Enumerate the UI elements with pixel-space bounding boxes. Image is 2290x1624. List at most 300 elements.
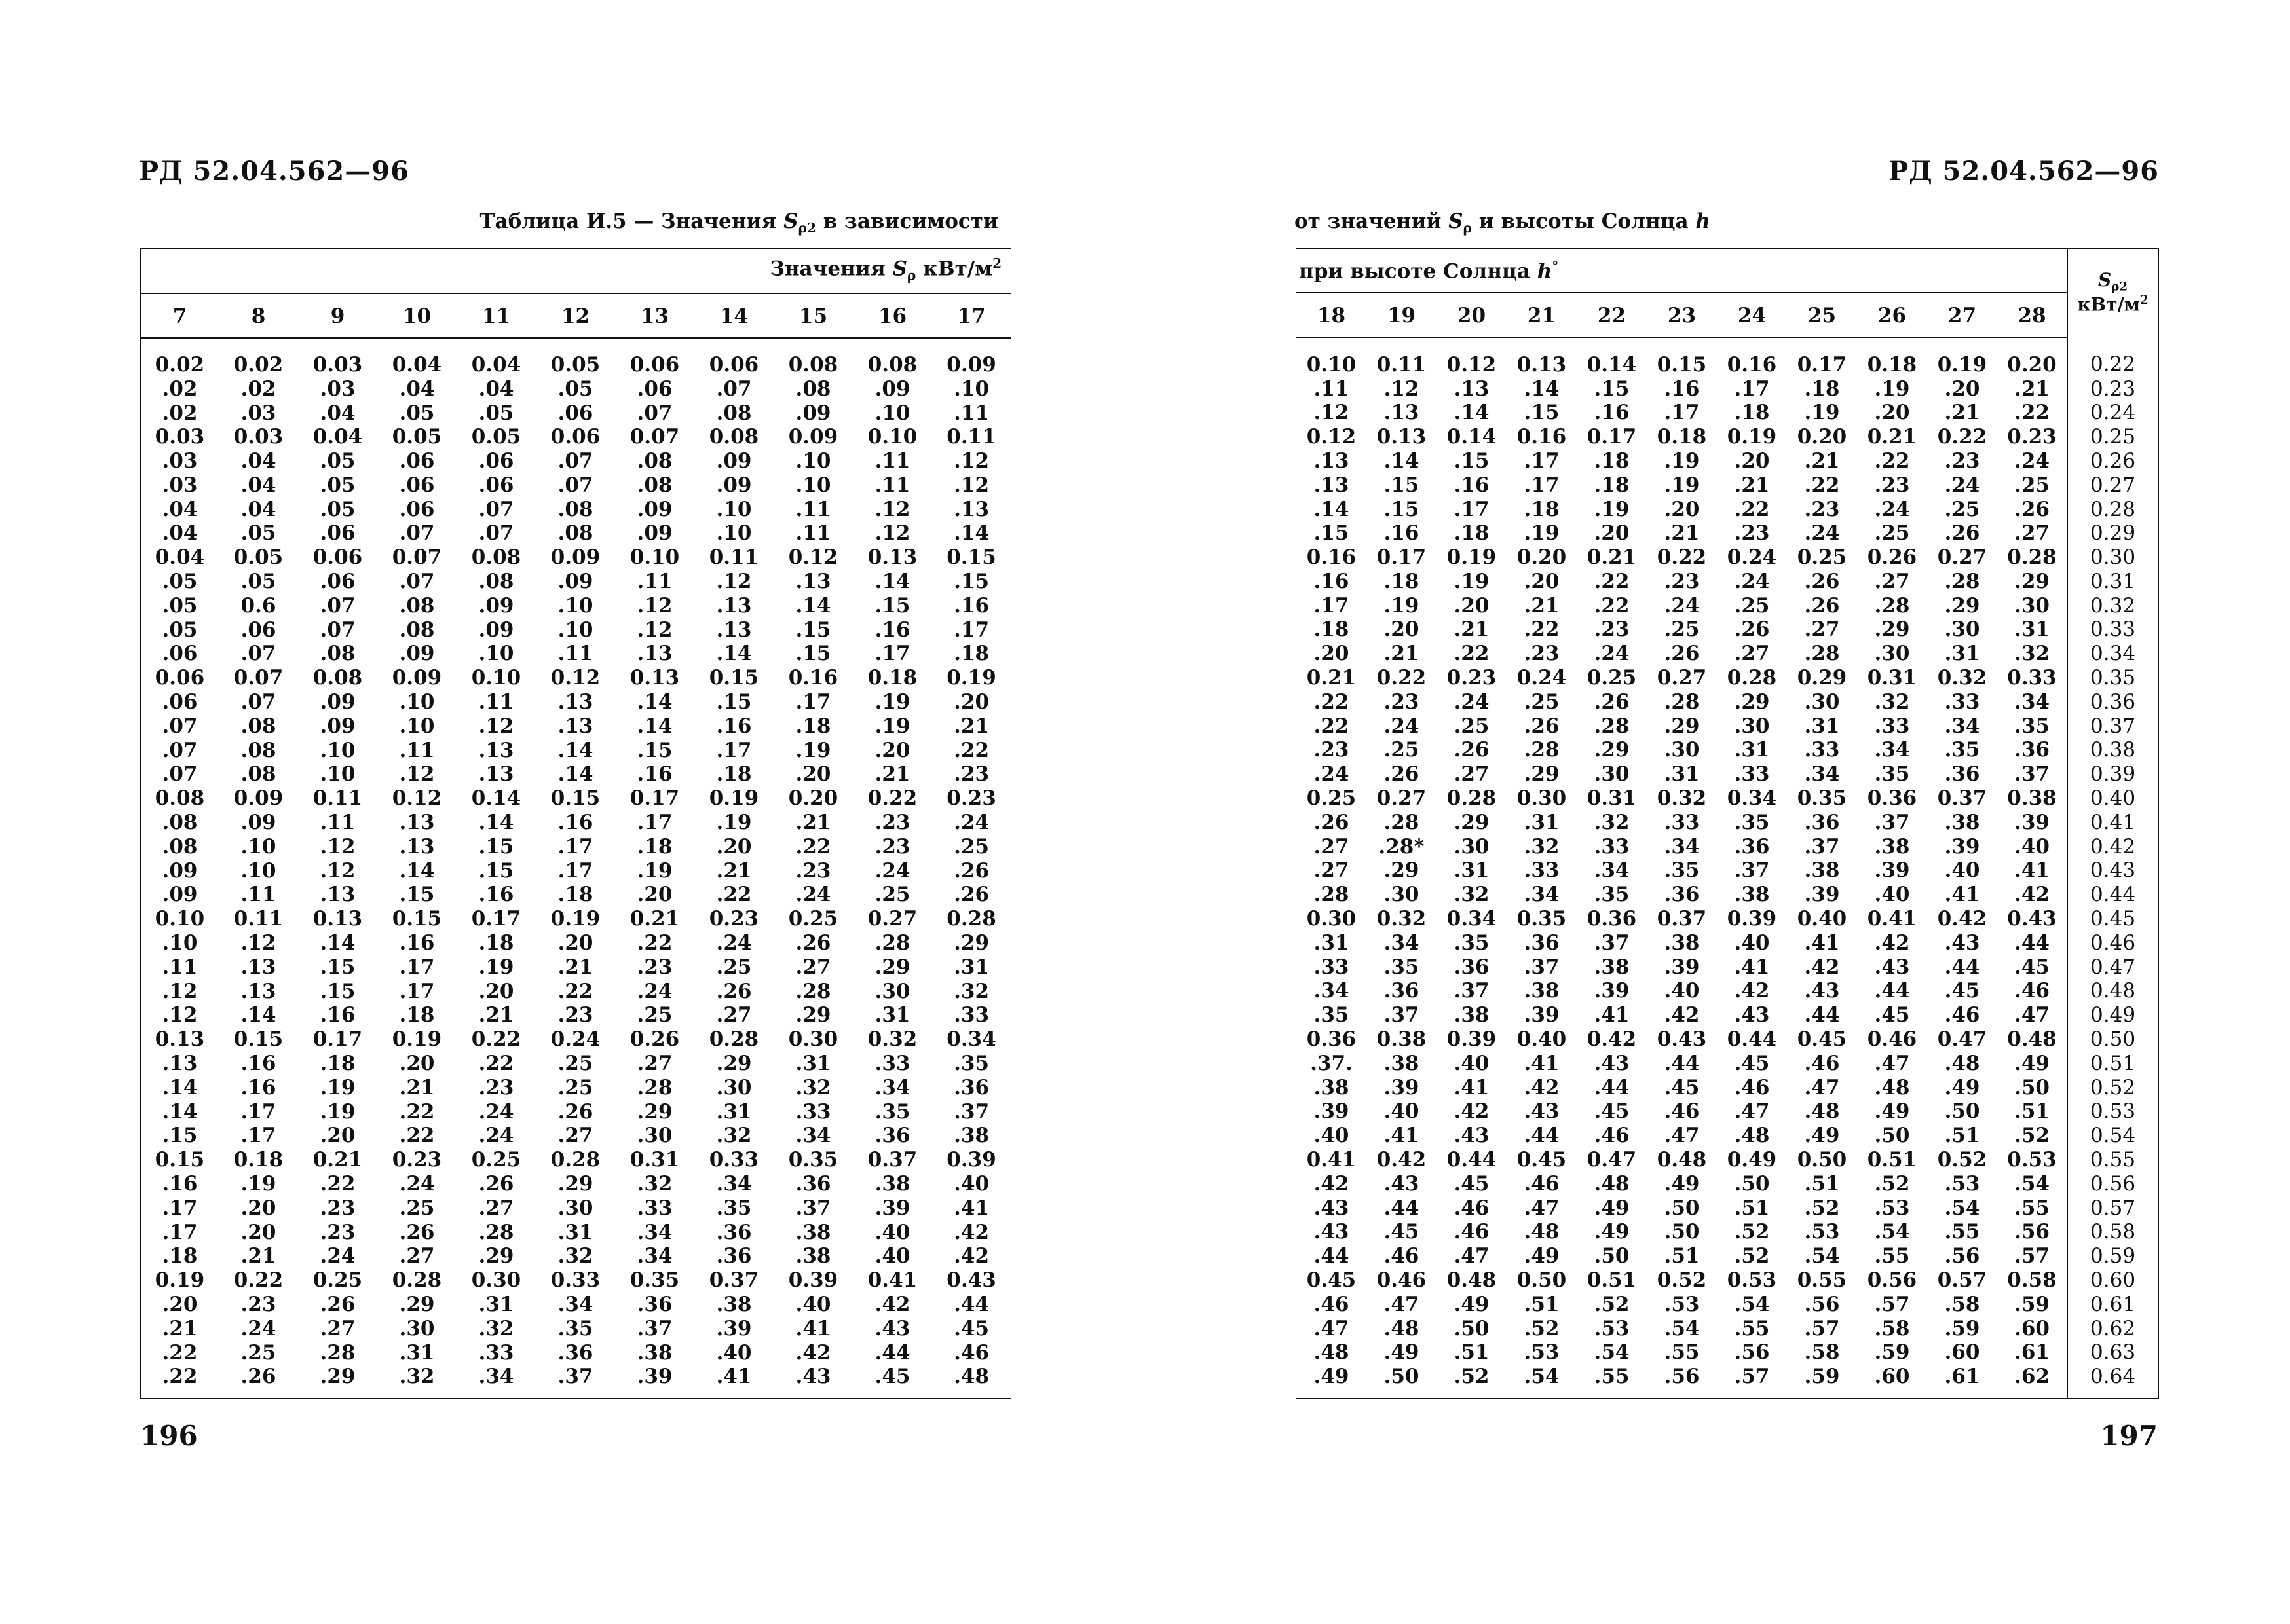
column-header: 9 [298,293,377,338]
table-cell: .08 [320,642,356,666]
table-cell: .15 [320,955,356,979]
table-cell: .23 [874,811,910,835]
table-cell: .38 [1944,810,1980,834]
table-cell: .24 [1944,473,1980,497]
table-cell: 0.10 [155,907,205,931]
table-cell: .05 [399,401,435,425]
table-cell: .24 [637,979,673,1003]
table-cell: 0.22 [1937,425,1987,449]
table-cell: .15 [716,690,752,714]
table-cell: .31 [1313,931,1349,955]
table-cell: 0.23 [2007,425,2057,449]
table-cell: .57 [1804,1316,1840,1340]
table-cell: 0.12 [788,545,838,570]
table-cell: .26 [1383,762,1419,786]
table-cell: .36 [637,1292,673,1316]
table-cell: 0.30 [471,1268,521,1293]
table-cell: .07 [399,521,435,545]
table-cell: .60 [1944,1340,1980,1365]
column-header: 8 [219,293,298,338]
table-cell: .17 [795,690,831,714]
table-cell: .10 [716,521,752,545]
table-cell: 0.39 [947,1148,996,1172]
table-cell: 0.09 [550,545,601,570]
table-cell: .30 [2014,593,2050,618]
table-row [1296,1268,2158,1293]
table-cell: .49 [1874,1099,1910,1124]
table-cell: 0.50 [1516,1268,1567,1292]
table-cell: .07 [399,570,435,594]
table-cell: .17 [240,1099,276,1124]
table-cell: .44 [1664,1051,1700,1075]
table-cell: .44 [1383,1196,1419,1220]
table-cell: .17 [716,738,752,762]
table-cell: .14 [954,521,990,545]
table-cell: .25 [1454,714,1490,738]
table-cell: .54 [1874,1220,1910,1244]
table-cell: .13 [1313,449,1349,473]
table-cell: 0.49 [1727,1148,1777,1172]
table-row [140,377,1011,401]
table-cell: .24 [320,1244,356,1268]
table-cell: .28 [637,1075,673,1099]
table-cell: .40 [1734,931,1770,955]
table-row [1296,425,2158,449]
table-cell: 0.28 [392,1268,442,1293]
table-cell: .34 [2014,690,2050,714]
table-cell: .03 [240,401,276,425]
table-row [140,811,1011,835]
table-cell: .26 [399,1220,435,1244]
table-cell: .30 [1804,690,1840,714]
table-cell: .26 [1804,569,1840,593]
table-cell: 0.08 [471,545,521,570]
table-cell: .43 [1524,1099,1560,1124]
table-cell: 0.28 [1727,666,1777,690]
table-cell: .20 [1664,497,1700,521]
table-cell: .49 [1454,1292,1490,1316]
table-cell: .39 [1874,858,1910,883]
table-cell: 0.08 [155,786,205,811]
table-cell: .13 [716,618,752,642]
table-cell: .56 [1804,1292,1840,1316]
table-cell: .40 [1313,1124,1349,1148]
table-cell: .28 [1944,569,1980,593]
table-cell: .17 [240,1124,276,1148]
table-cell: .21 [478,1003,514,1027]
table-cell: 0.03 [155,425,205,449]
table-cell: .40 [1664,979,1700,1003]
table-cell: .17 [1524,449,1560,473]
table-cell: .33 [1804,738,1840,762]
column-header: 11 [457,293,536,338]
table-cell: .40 [954,1172,990,1196]
table-cell: 0.09 [233,786,284,811]
table-cell: .25 [2014,473,2050,497]
table-cell: .42 [954,1220,990,1244]
table-row [1296,377,2158,401]
table-cell: .55 [1664,1340,1700,1365]
table-cell: 0.15 [155,1148,205,1172]
table-cell: 0.25 [1306,786,1357,811]
table-cell: .34 [637,1244,673,1268]
table-cell: .18 [1594,473,1630,497]
table-cell: .27 [1804,618,1840,642]
table-cell: 0.06 [629,352,680,377]
column-header: 17 [932,293,1011,338]
table-cell: 0.06 [709,352,759,377]
table-cell: .18 [162,1244,198,1268]
table-cell: .10 [716,497,752,521]
table-cell: .41 [716,1365,752,1389]
table-cell: .42 [1804,955,1840,979]
table-cell: 0.21 [629,907,680,931]
table-cell: .45 [1734,1051,1770,1075]
table-cell: .18 [1594,449,1630,473]
table-cell: .37 [1524,955,1560,979]
table-cell: 0.38 [2067,738,2158,762]
table-cell: .39 [1383,1075,1419,1099]
table-cell: 0.27 [2067,473,2158,497]
table-cell: .07 [716,377,752,401]
table-row [1296,834,2158,858]
table-cell: .21 [1664,521,1700,545]
table-row [1296,1051,2158,1075]
table-cell: .39 [1664,955,1700,979]
table-cell: .48 [1804,1099,1840,1124]
table-cell: 0.08 [788,352,838,377]
table-cell: .23 [637,955,673,979]
table-cell: 0.16 [1727,352,1777,377]
table-cell: .15 [478,858,514,883]
table-cell: .28 [320,1340,356,1365]
table-cell: .45 [1594,1099,1630,1124]
table-row [140,1316,1011,1340]
table-cell: .47 [1313,1316,1349,1340]
table-cell: .55 [1944,1220,1980,1244]
table-cell: 0.27 [1937,545,1987,570]
table-cell: .45 [1664,1075,1700,1099]
table-cell: .52 [1874,1172,1910,1196]
table-cell: 0.24 [1516,666,1567,690]
table-row [140,1293,1011,1317]
table-row [140,786,1011,811]
table-cell: .34 [1383,931,1419,955]
table-cell: .46 [1804,1051,1840,1075]
table-cell: .10 [162,931,198,955]
table-cell: 0.36 [2067,690,2158,714]
table-cell: .40 [874,1244,910,1268]
table-cell: 0.18 [867,666,918,690]
table-cell: .09 [399,642,435,666]
table-cell: .07 [240,642,276,666]
table-cell: .42 [795,1340,831,1365]
table-cell: 0.45 [1797,1027,1847,1052]
table-cell: .45 [1454,1172,1490,1196]
table-cell: .33 [1313,955,1349,979]
table-row [1296,1075,2158,1099]
table-cell: 0.05 [471,425,521,449]
table-cell: .21 [1454,618,1490,642]
table-cell: 0.08 [709,425,759,449]
table-cell: 0.08 [867,352,918,377]
table-cell: .19 [1874,377,1910,401]
table-cell: 0.42 [2067,834,2158,858]
table-row [1296,1340,2158,1365]
table-cell: .04 [320,401,356,425]
table-cell: .47 [1804,1075,1840,1099]
table-cell: .37 [795,1196,831,1220]
table-cell: .12 [320,858,356,883]
table-cell: .48 [1594,1172,1630,1196]
table-row [1296,1365,2158,1399]
table-cell: .32 [478,1316,514,1340]
table-row [140,1148,1011,1172]
column-header: 21 [1507,293,1577,337]
table-cell: 0.51 [1586,1268,1637,1292]
table-cell: .15 [320,979,356,1003]
table-cell: 0.32 [1376,907,1427,931]
table-cell: .46 [2014,979,2050,1003]
table-cell: .27 [1313,834,1349,858]
table-cell: .35 [2014,714,2050,738]
table-cell: .53 [1804,1220,1840,1244]
table-row [1296,473,2158,497]
table-cell: 0.42 [1376,1148,1427,1172]
table-cell: .22 [399,1124,435,1148]
table-cell: .06 [162,690,198,714]
table-cell: 0.41 [867,1268,918,1293]
table-cell: 0.34 [2067,642,2158,666]
table-cell: .08 [240,762,276,786]
table-row [140,570,1011,594]
table-cell: .29 [1874,618,1910,642]
table-cell: .17 [874,642,910,666]
table-cell: 0.24 [1727,545,1777,570]
table-cell: .22 [1874,449,1910,473]
table-cell: .22 [2014,401,2050,425]
table-cell: 0.53 [1727,1268,1777,1292]
column-header: 24 [1717,293,1787,337]
table-cell: 0.28 [2067,497,2158,521]
column-header: 12 [536,293,615,338]
table-cell: 0.28 [1446,786,1497,811]
table-cell: 0.56 [2067,1172,2158,1196]
table-cell: .41 [1454,1075,1490,1099]
table-cell: .08 [557,497,593,521]
table-cell: 0.32 [867,1027,918,1052]
table-cell: 0.11 [233,907,284,931]
table-row [140,425,1011,449]
table-cell: .57 [1734,1365,1770,1389]
table-cell: .16 [240,1075,276,1099]
table-cell: .14 [1313,497,1349,521]
table-cell: .29 [2014,569,2050,593]
table-cell: .39 [1944,834,1980,858]
table-cell: 0.20 [788,786,838,811]
table-cell: 0.47 [1937,1027,1987,1052]
table-cell: .11 [478,690,514,714]
table-cell: 0.20 [1797,425,1847,449]
table-cell: .23 [240,1292,276,1316]
table-cell: .38 [1383,1051,1419,1075]
table-cell: .09 [478,593,514,618]
table-cell: .23 [1664,569,1700,593]
table-cell: .32 [637,1172,673,1196]
table-cell: 0.19 [947,666,996,690]
table-cell: 0.35 [629,1268,680,1293]
table-cell: .18 [1734,401,1770,425]
table-cell: .18 [1383,569,1419,593]
table-cell: .19 [716,811,752,835]
table-cell: 0.33 [709,1148,759,1172]
table-cell: .25 [1383,738,1419,762]
table-cell: 0.37 [2067,714,2158,738]
table-cell: .16 [874,618,910,642]
table-cell: .12 [240,931,276,955]
table-cell: .11 [557,642,593,666]
table-cell: 0.57 [1937,1268,1987,1292]
table-cell: .54 [1804,1244,1840,1268]
table-cell: .22 [1594,593,1630,618]
table-cell: 0.26 [1867,545,1917,570]
table-row [140,762,1011,786]
table-cell: .46 [1313,1292,1349,1316]
table-cell: .23 [478,1075,514,1099]
table-cell: .06 [320,570,356,594]
table-cell: 0.10 [629,545,680,570]
table-cell: .39 [637,1365,673,1389]
table-cell: .20 [1874,401,1910,425]
table-cell: .25 [240,1340,276,1365]
table-cell: .13 [954,497,990,521]
table-cell: .23 [320,1196,356,1220]
table-cell: 0.34 [1727,786,1777,811]
table-cell: .06 [478,473,514,497]
table-cell: 0.22 [1657,545,1707,570]
table-cell: 0.14 [471,786,521,811]
table-cell: .56 [1664,1365,1700,1389]
table-cell: .27 [795,955,831,979]
table-cell: .34 [637,1220,673,1244]
table-row [1296,883,2158,907]
table-cell: .26 [240,1365,276,1389]
table-cell: .34 [1313,979,1349,1003]
table-cell: .52 [1734,1220,1770,1244]
table-cell: .27 [1874,569,1910,593]
table-cell: .04 [162,497,198,521]
table-cell: 0.25 [1797,545,1847,570]
right-unit-header [2067,248,2158,337]
table-cell: .19 [1383,593,1419,618]
table-cell: .20 [716,834,752,858]
table-cell: 0.44 [1727,1027,1777,1052]
table-cell: .56 [2014,1220,2050,1244]
column-header: 16 [853,293,932,338]
table-row [1296,907,2158,931]
table-cell: .38 [1524,979,1560,1003]
table-cell: .16 [320,1003,356,1027]
table-cell: .13 [399,811,435,835]
table-cell: .29 [320,1365,356,1389]
table-cell: .25 [716,955,752,979]
table-cell: 0.61 [2067,1292,2158,1316]
table-cell: 0.35 [788,1148,838,1172]
table-cell: .51 [2014,1099,2050,1124]
table-cell: .41 [1594,1003,1630,1027]
table-cell: .51 [1734,1196,1770,1220]
table-cell: 0.29 [2067,521,2158,545]
table-cell: .36 [1524,931,1560,955]
table-cell: .36 [1804,810,1840,834]
table-row [1296,690,2158,714]
table-cell: .41 [1383,1124,1419,1148]
table-row [1296,1027,2158,1052]
table-cell: .46 [1594,1124,1630,1148]
table-cell: .23 [1313,738,1349,762]
table-cell: .30 [1734,714,1770,738]
table-cell: .20 [240,1196,276,1220]
table-cell: 0.21 [312,1148,363,1172]
table-cell: .18 [1313,618,1349,642]
table-cell: 0.07 [392,545,442,570]
table-cell: .17 [1524,473,1560,497]
table-cell: .39 [874,1196,910,1220]
table-cell: .04 [240,497,276,521]
table-cell: 0.17 [1376,545,1427,570]
table-cell: .19 [1594,497,1630,521]
table-cell: .47 [1454,1244,1490,1268]
table-cell: .52 [1804,1196,1840,1220]
table-cell: 0.26 [2067,449,2158,473]
table-cell: .07 [320,593,356,618]
table-row [1296,1099,2158,1124]
table-cell: .24 [2014,449,2050,473]
table-cell: .22 [1594,569,1630,593]
table-cell: 0.46 [1376,1268,1427,1292]
table-cell: .25 [954,834,990,858]
table-cell: 0.03 [233,425,284,449]
table-cell: .41 [1804,931,1840,955]
left-data-table [140,248,1011,1399]
table-cell: .05 [240,570,276,594]
table-cell: .14 [162,1099,198,1124]
table-cell: .24 [1594,642,1630,666]
table-cell: .06 [399,449,435,473]
table-cell: .16 [557,811,593,835]
table-cell: .62 [2014,1365,2050,1389]
table-cell: .17 [1313,593,1349,618]
table-cell: .19 [874,690,910,714]
column-header: 23 [1647,293,1717,337]
table-cell: .50 [1874,1124,1910,1148]
table-cell: .10 [399,690,435,714]
table-row [140,1340,1011,1365]
table-cell: 0.15 [550,786,601,811]
table-cell: .50 [1944,1099,1980,1124]
table-cell: .19 [1524,521,1560,545]
table-cell: .47 [1874,1051,1910,1075]
table-cell: .17 [557,858,593,883]
table-cell: .43 [795,1365,831,1389]
table-row [140,738,1011,762]
table-row [1296,762,2158,786]
table-cell: .42 [1874,931,1910,955]
table-row [1296,521,2158,545]
table-cell: .14 [399,858,435,883]
table-cell: 0.19 [709,786,759,811]
table-cell: .15 [1313,521,1349,545]
